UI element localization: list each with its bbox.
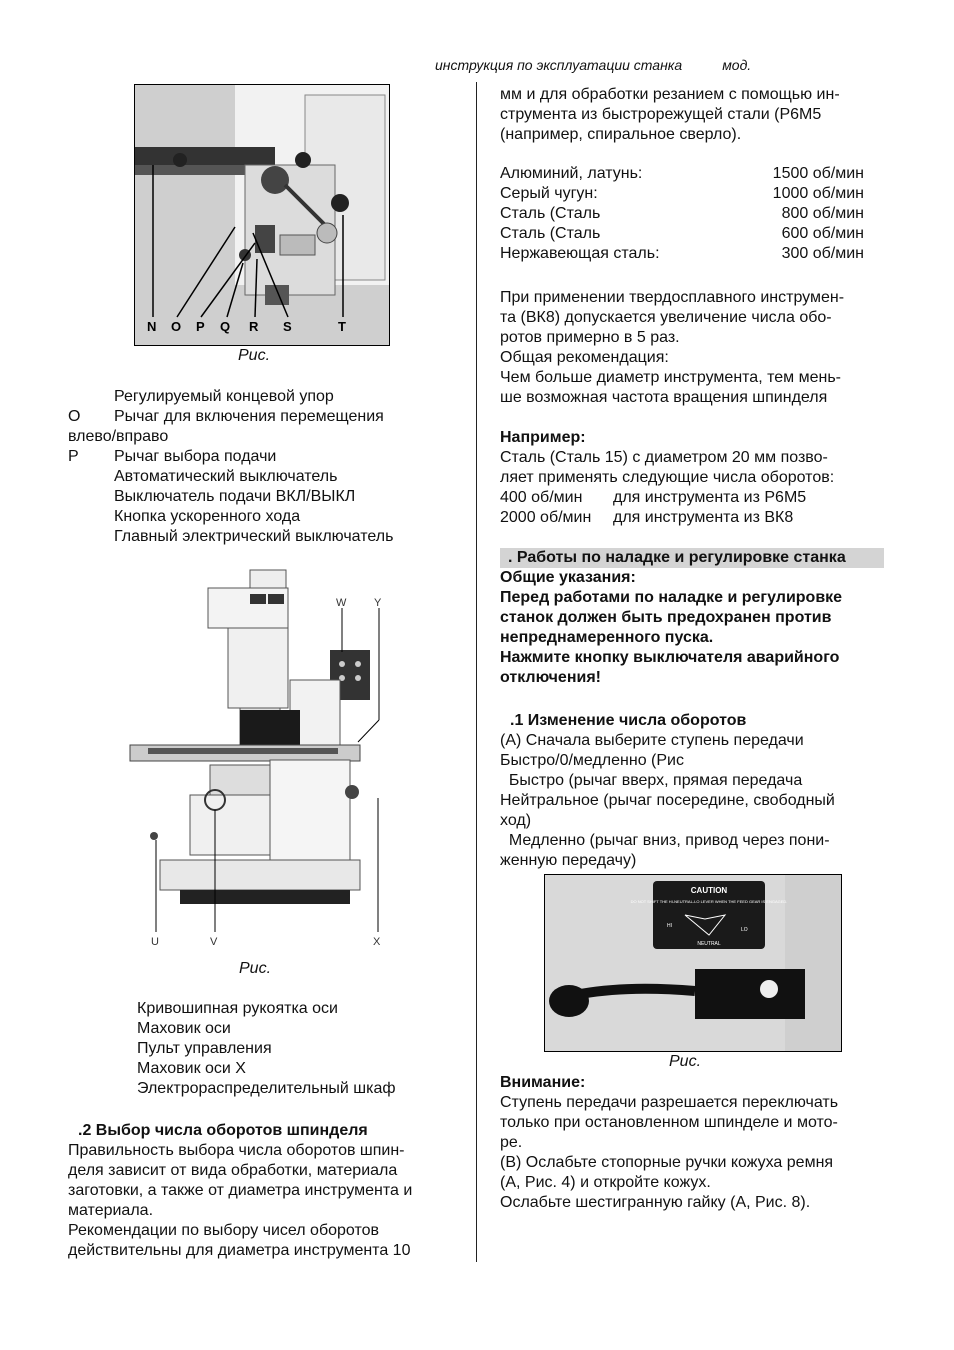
list-item: O Рычаг для включения перемещения bbox=[68, 408, 384, 425]
fig2-label-v: V bbox=[210, 936, 218, 948]
paragraph-line: только при остановленном шпинделе и мото- bbox=[500, 1114, 838, 1131]
list-item: Электрораспределительный шкаф bbox=[137, 1080, 396, 1097]
figure-gear-lever-photo bbox=[544, 874, 842, 1052]
page-header bbox=[435, 57, 751, 73]
list-item: P Рычаг выбора подачи bbox=[68, 448, 277, 465]
paragraph-line: ше возможная частота вращения шпинделя bbox=[500, 389, 828, 406]
fig1-label-o: O bbox=[171, 319, 182, 334]
table-row: Сталь (Сталь 800 об/мин bbox=[500, 205, 864, 222]
fig1-label-n: N bbox=[147, 319, 157, 334]
example-row: 400 об/мин для инструмента из Р6М5 bbox=[500, 489, 807, 506]
paragraph-line: женную передачу) bbox=[500, 852, 637, 869]
figure2-caption: Рис. bbox=[239, 960, 272, 977]
header-title: инструкция по эксплуатации станка bbox=[435, 57, 683, 73]
plate-neutral: NEUTRAL bbox=[697, 941, 721, 947]
paragraph-line: Медленно (рычаг вниз, привод через пони- bbox=[500, 832, 830, 849]
section-title-bar: . Работы по наладке и регулировке станка bbox=[500, 548, 884, 568]
table-row: Алюминий, латунь: 1500 об/мин bbox=[500, 165, 864, 182]
paragraph-line: отключения! bbox=[500, 669, 601, 686]
gear-lever-illustration bbox=[545, 875, 841, 1051]
paragraph-line: Быстро/0/медленно (Рис bbox=[500, 752, 684, 769]
fig2-label-w: W bbox=[336, 597, 347, 609]
list-item: Маховик оси bbox=[137, 1020, 231, 1037]
paragraph-line: Нажмите кнопку выключателя аварийного bbox=[500, 649, 840, 666]
list-item: Выключатель подачи ВКЛ/ВЫКЛ bbox=[114, 488, 356, 505]
fig2-label-x: X bbox=[373, 936, 381, 948]
paragraph-line: При применении твердосплавного инструмен- bbox=[500, 289, 845, 306]
table-row: Нержавеющая сталь: 300 об/мин bbox=[500, 245, 864, 262]
parts-list-1 bbox=[68, 387, 468, 547]
fig1-label-s: S bbox=[283, 319, 292, 334]
column-divider bbox=[476, 82, 477, 1262]
example-title: Например: bbox=[500, 429, 586, 446]
plate-lo: LO bbox=[741, 927, 748, 933]
list-item: Кнопка ускоренного хода bbox=[114, 508, 301, 525]
header-model: мод. bbox=[722, 57, 752, 73]
paragraph-line: (А) Сначала выберите ступень передачи bbox=[500, 732, 804, 749]
example-row: 2000 об/мин для инструмента из ВК8 bbox=[500, 509, 794, 526]
subsection-title: .1 Изменение числа оборотов bbox=[510, 712, 747, 729]
attention-title: Внимание: bbox=[500, 1074, 586, 1091]
list-item: Главный электрический выключатель bbox=[114, 528, 394, 545]
paragraph-line: Общая рекомендация: bbox=[500, 349, 669, 366]
figure3-caption: Рис. bbox=[669, 1053, 702, 1070]
paragraph-line: Сталь (Сталь 15) с диаметром 20 мм позво- bbox=[500, 449, 828, 466]
paragraph-line: (В) Ослабьте стопорные ручки кожуха ремня bbox=[500, 1154, 834, 1171]
paragraph-line: Чем больше диаметр инструмента, тем мень- bbox=[500, 369, 841, 386]
figure-control-panel-photo bbox=[134, 84, 390, 346]
paragraph-continuation bbox=[500, 85, 885, 145]
control-panel-illustration bbox=[135, 85, 389, 345]
fig1-label-p: P bbox=[196, 319, 205, 334]
paragraph-line: Общие указания: bbox=[500, 569, 636, 586]
section-setup bbox=[500, 548, 884, 688]
paragraph-line: Рекомендации по выбору чисел оборотов bbox=[68, 1222, 380, 1239]
paragraph-line: Быстро (рычаг вверх, прямая передача bbox=[500, 772, 803, 789]
paragraph-line: Перед работами по наладке и регулировке bbox=[500, 589, 843, 606]
paragraph-line: действительны для диаметра инструмента 10 bbox=[68, 1242, 411, 1259]
fig1-label-q: Q bbox=[220, 319, 231, 334]
paragraph-line: заготовки, а также от диаметра инструмента и bbox=[68, 1182, 413, 1199]
paragraph-line: материала. bbox=[68, 1202, 154, 1219]
paragraph-line: мм и для обработки резанием с помощью ин- bbox=[500, 86, 840, 103]
fig2-label-y: Y bbox=[374, 597, 382, 609]
example-block bbox=[500, 428, 885, 528]
list-item: Регулируемый концевой упор bbox=[114, 388, 334, 405]
paragraph-line: (например, спиральное сверло). bbox=[500, 126, 742, 143]
plate-hi: HI bbox=[667, 923, 672, 929]
milling-machine-illustration bbox=[120, 560, 400, 950]
fig2-label-u: U bbox=[151, 936, 159, 948]
plate-title: CAUTION bbox=[690, 886, 728, 895]
paragraph-line: Правильность выбора числа оборотов шпин- bbox=[68, 1142, 405, 1159]
paragraph-line: ре. bbox=[500, 1134, 523, 1151]
paragraph-line: станок должен быть предохранен против bbox=[500, 609, 832, 626]
figure-milling-machine bbox=[120, 560, 400, 950]
list-item-wrap: влево/вправо bbox=[68, 428, 169, 445]
paragraph-line: ляет применять следующие числа оборотов: bbox=[500, 469, 835, 486]
table-row: Сталь (Сталь 600 об/мин bbox=[500, 225, 864, 242]
parts-list-2 bbox=[137, 999, 467, 1099]
list-item: Маховик оси Х bbox=[137, 1060, 246, 1077]
list-item: Автоматический выключатель bbox=[114, 468, 338, 485]
plate-text: DO NOT SHIFT THE HI-NEUTRAL-LO LEVER WHEN THE FEED GEAR IS ENGAGED. bbox=[630, 899, 788, 904]
paragraph-line: ход) bbox=[500, 812, 532, 829]
paragraph-line: Ослабьте шестигранную гайку (А, Рис. 8). bbox=[500, 1194, 811, 1211]
paragraph-line: непреднамеренного пуска. bbox=[500, 629, 714, 646]
paragraph-line: Ступень передачи разрешается переключать bbox=[500, 1094, 839, 1111]
list-item: Кривошипная рукоятка оси bbox=[137, 1000, 338, 1017]
paragraph-line: струмента из быстрорежущей стали (Р6М5 bbox=[500, 106, 822, 123]
paragraph-line: Нейтральное (рычаг посередине, свободный bbox=[500, 792, 835, 809]
section-title: .2 Выбор числа оборотов шпинделя bbox=[78, 1122, 368, 1139]
paragraph-line: деля зависит от вида обработки, материала bbox=[68, 1162, 398, 1179]
attention-block bbox=[500, 1073, 885, 1213]
paragraph-line: ротов примерно в 5 раз. bbox=[500, 329, 680, 346]
section-spindle-speed bbox=[68, 1121, 468, 1261]
subsection-speed-change bbox=[500, 711, 885, 871]
list-item: Пульт управления bbox=[137, 1040, 272, 1057]
paragraph-line: (А, Рис. 4) и откройте кожух. bbox=[500, 1174, 711, 1191]
speed-table bbox=[500, 164, 864, 264]
carbide-recommendation bbox=[500, 288, 885, 408]
figure1-caption: Рис. bbox=[238, 347, 271, 364]
fig1-label-t: T bbox=[338, 319, 346, 334]
table-row: Серый чугун: 1000 об/мин bbox=[500, 185, 864, 202]
fig1-label-r: R bbox=[249, 319, 259, 334]
paragraph-line: та (ВК8) допускается увеличение числа обо- bbox=[500, 309, 832, 326]
